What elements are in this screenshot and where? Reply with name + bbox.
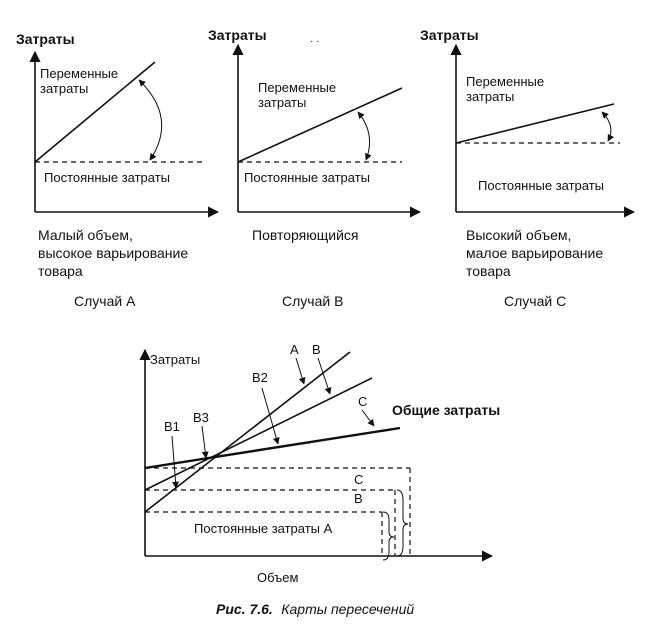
label-fixed-a: Постоянные затраты А bbox=[194, 521, 333, 536]
figure-number: Рис. 7.6. bbox=[216, 601, 273, 617]
figure-caption bbox=[216, 601, 414, 618]
panel-b-caption-line-1: Повторяющийся bbox=[252, 227, 359, 243]
brace-b bbox=[397, 490, 408, 556]
label-line-a: А bbox=[290, 342, 299, 357]
arrow-b2 bbox=[262, 388, 278, 444]
arrow-b1 bbox=[172, 436, 176, 488]
panel-a-variable-label: Переменные bbox=[40, 66, 119, 81]
arrow-a bbox=[296, 358, 304, 384]
panel-b-y-label: Затраты bbox=[208, 27, 267, 43]
panel-a-fixed-label: Постоянные затраты bbox=[44, 170, 171, 185]
label-b1: В1 bbox=[164, 419, 180, 434]
panel-c-variable-label: Переменные bbox=[466, 74, 545, 89]
panel-c-case-label: Случай С bbox=[504, 293, 567, 309]
scan-speck: · · bbox=[310, 36, 320, 47]
panel-c-caption-line-1: Высокий объем, bbox=[466, 227, 572, 243]
label-fixed-b: В bbox=[354, 491, 363, 506]
figure-title: Карты пересечений bbox=[281, 601, 415, 617]
total-costs-label: Общие затраты bbox=[392, 402, 501, 418]
label-b2: В2 bbox=[252, 370, 268, 385]
panel-a-angle-arrow bbox=[139, 80, 162, 160]
panel-c-variable-costs-line bbox=[456, 104, 614, 143]
label-fixed-c: С bbox=[354, 472, 364, 487]
total-line-b bbox=[145, 378, 372, 490]
total-line-c bbox=[145, 428, 400, 468]
panel-c-fixed-label: Постоянные затраты bbox=[478, 178, 605, 193]
panel-b-case-label: Случай В bbox=[282, 293, 344, 309]
label-b3: В3 bbox=[193, 410, 209, 425]
brace-a bbox=[383, 512, 394, 560]
panel-b-angle-arrow bbox=[358, 112, 370, 160]
bottom-x-label: Объем bbox=[257, 570, 299, 585]
panel-b-variable-label-2: затраты bbox=[258, 95, 307, 110]
panel-b-fixed-label: Постоянные затраты bbox=[244, 170, 371, 185]
panel-c-caption-line-2: малое варьирование bbox=[466, 245, 604, 261]
arrow-b3 bbox=[202, 426, 206, 458]
panel-case-c bbox=[420, 27, 634, 309]
panel-a-variable-label-2: затраты bbox=[40, 81, 89, 96]
panel-case-a bbox=[16, 31, 218, 309]
panel-case-b bbox=[208, 27, 420, 309]
panel-c-y-label: Затраты bbox=[420, 27, 479, 43]
panel-a-case-label: Случай А bbox=[74, 293, 136, 309]
panel-a-caption-line-1: Малый объем, bbox=[38, 227, 133, 243]
combined-crossover-chart bbox=[145, 342, 500, 585]
panel-c-caption-line-3: товара bbox=[466, 263, 511, 279]
panel-a-y-label: Затраты bbox=[16, 31, 75, 47]
panel-c-angle-arrow bbox=[602, 112, 611, 141]
panel-a-caption-line-2: высокое варьирование bbox=[38, 245, 189, 261]
label-line-b: В bbox=[312, 342, 321, 357]
bottom-y-label: Затраты bbox=[150, 352, 201, 367]
panel-a-caption-line-3: товара bbox=[38, 263, 83, 279]
arrow-c bbox=[362, 410, 374, 426]
panel-b-variable-label: Переменные bbox=[258, 80, 337, 95]
panel-c-variable-label-2: затраты bbox=[466, 89, 515, 104]
label-line-c: С bbox=[358, 394, 368, 409]
